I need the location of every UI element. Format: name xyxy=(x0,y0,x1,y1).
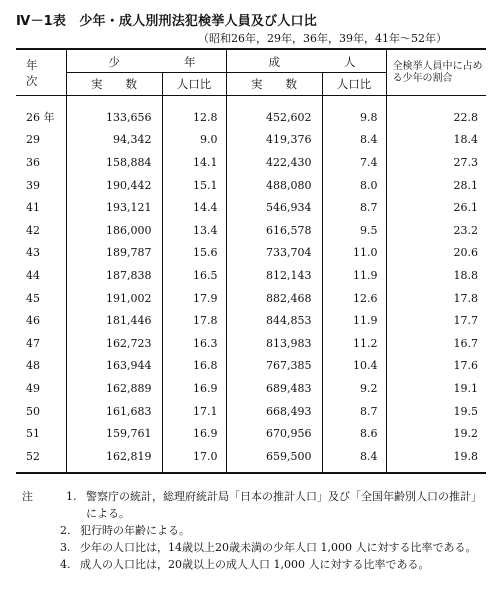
juvenile-count-cell: 162,819 xyxy=(66,445,162,473)
table-row xyxy=(16,219,486,242)
note-item xyxy=(16,539,492,556)
share-cell: 19.2 xyxy=(386,422,486,445)
share-cell: 26.1 xyxy=(386,196,486,219)
juvenile-count-cell: 158,884 xyxy=(66,151,162,174)
juvenile-ratio-cell: 15.6 xyxy=(162,242,226,265)
notes-section xyxy=(16,488,492,573)
year-header: 年次 xyxy=(16,49,66,96)
table-row xyxy=(16,355,486,378)
statistics-table xyxy=(16,48,486,474)
note-number: 3. xyxy=(60,541,71,554)
adult-ratio-cell: 12.6 xyxy=(322,287,386,310)
year-cell: 39 xyxy=(26,178,40,192)
table-row xyxy=(16,151,486,174)
share-cell: 27.3 xyxy=(386,151,486,174)
adult-count-cell: 419,376 xyxy=(226,129,322,152)
note-lead xyxy=(16,539,60,556)
table-row xyxy=(16,129,486,152)
share-cell: 17.6 xyxy=(386,355,486,378)
juvenile-ratio-cell: 9.0 xyxy=(162,129,226,152)
year-cell: 36 xyxy=(26,155,40,169)
juvenile-ratio-cell: 12.8 xyxy=(162,96,226,129)
share-cell: 18.4 xyxy=(386,129,486,152)
table-row xyxy=(16,96,486,129)
table-title: Ⅳ－1表 少年・成人別刑法犯検挙人員及び人口比 xyxy=(16,14,317,29)
adult-ratio-cell: 8.6 xyxy=(322,422,386,445)
adult-ratio-cell: 8.4 xyxy=(322,445,386,473)
share-cell: 17.7 xyxy=(386,309,486,332)
adult-count-cell: 488,080 xyxy=(226,174,322,197)
table-body xyxy=(16,96,486,473)
juvenile-ratio-header: 人口比 xyxy=(162,73,226,96)
adult-count-cell: 733,704 xyxy=(226,242,322,265)
note-lead xyxy=(16,556,60,573)
year-cell: 41 xyxy=(26,201,40,215)
year-cell: 48 xyxy=(26,359,40,373)
note-number: 4. xyxy=(60,558,71,571)
adult-ratio-cell: 11.2 xyxy=(322,332,386,355)
note-lead: 注 xyxy=(22,490,33,503)
adult-count-cell: 546,934 xyxy=(226,196,322,219)
adult-ratio-cell: 8.0 xyxy=(322,174,386,197)
year-cell: 52 xyxy=(16,445,66,473)
table-row xyxy=(16,264,486,287)
year-cell: 44 xyxy=(26,268,40,282)
juvenile-count-cell: 193,121 xyxy=(66,196,162,219)
adult-count-cell: 812,143 xyxy=(226,264,322,287)
adult-ratio-cell: 11.0 xyxy=(322,242,386,265)
adult-count-cell: 670,956 xyxy=(226,422,322,445)
juvenile-ratio-cell: 17.0 xyxy=(162,445,226,473)
juvenile-count-cell: 186,000 xyxy=(66,219,162,242)
year-cell: 42 xyxy=(26,223,40,237)
juvenile-count-cell: 190,442 xyxy=(66,174,162,197)
adult-ratio-cell: 8.4 xyxy=(322,129,386,152)
note-item xyxy=(16,488,492,522)
table-row xyxy=(16,377,486,400)
juvenile-count-cell: 94,342 xyxy=(66,129,162,152)
adult-ratio-cell: 9.8 xyxy=(322,96,386,129)
adult-ratio-cell: 11.9 xyxy=(322,264,386,287)
juvenile-count-cell: 191,002 xyxy=(66,287,162,310)
adult-count-cell: 422,430 xyxy=(226,151,322,174)
adult-count-cell: 689,483 xyxy=(226,377,322,400)
juvenile-ratio-cell: 14.4 xyxy=(162,196,226,219)
juvenile-count-cell: 159,761 xyxy=(66,422,162,445)
juvenile-count-cell: 181,446 xyxy=(66,309,162,332)
share-cell: 16.7 xyxy=(386,332,486,355)
juvenile-ratio-cell: 17.8 xyxy=(162,309,226,332)
adult-count-cell: 882,468 xyxy=(226,287,322,310)
table-row xyxy=(16,242,486,265)
year-cell: 29 xyxy=(26,133,40,147)
adult-ratio-cell: 7.4 xyxy=(322,151,386,174)
juvenile-count-cell: 189,787 xyxy=(66,242,162,265)
share-cell: 22.8 xyxy=(386,96,486,129)
juvenile-ratio-cell: 17.9 xyxy=(162,287,226,310)
table-row xyxy=(16,174,486,197)
year-cell: 47 xyxy=(26,336,40,350)
adult-count-cell: 844,853 xyxy=(226,309,322,332)
year-cell: 45 xyxy=(26,291,40,305)
year-cell: 50 xyxy=(26,404,40,418)
share-cell: 19.8 xyxy=(386,445,486,473)
adult-ratio-cell: 10.4 xyxy=(322,355,386,378)
table-row xyxy=(16,309,486,332)
adult-group-header xyxy=(226,49,386,73)
adult-ratio-cell: 8.7 xyxy=(322,196,386,219)
year-cell: 49 xyxy=(26,381,40,395)
note-text: 成人の人口比は，20歳以上の成人人口 1,000 人に対する比率である。 xyxy=(80,558,430,571)
juvenile-header-char1: 少 xyxy=(108,55,120,69)
juvenile-group-header xyxy=(66,49,226,73)
juvenile-count-cell: 161,683 xyxy=(66,400,162,423)
share-cell: 19.5 xyxy=(386,400,486,423)
table-row xyxy=(16,196,486,219)
juvenile-count-cell: 187,838 xyxy=(66,264,162,287)
juvenile-ratio-cell: 14.1 xyxy=(162,151,226,174)
table-row xyxy=(16,400,486,423)
adult-header-char1: 成 xyxy=(268,55,280,69)
adult-ratio-cell: 9.2 xyxy=(322,377,386,400)
juvenile-count-cell: 162,889 xyxy=(66,377,162,400)
adult-count-cell: 452,602 xyxy=(226,96,322,129)
table-subtitle: （昭和26年，29年，36年，39年，41年～52年） xyxy=(198,32,447,45)
year-cell: 46 xyxy=(26,314,40,328)
adult-count-cell: 767,385 xyxy=(226,355,322,378)
note-text: 少年の人口比は，14歳以上20歳未満の少年人口 1,000 人に対する比率である。 xyxy=(80,541,477,554)
juvenile-ratio-cell: 16.9 xyxy=(162,422,226,445)
juvenile-ratio-cell: 13.4 xyxy=(162,219,226,242)
adult-count-cell: 659,500 xyxy=(226,445,322,473)
share-cell: 17.8 xyxy=(386,287,486,310)
share-header: 全検挙人員中に占める少年の割合 xyxy=(386,49,486,96)
adult-ratio-cell: 8.7 xyxy=(322,400,386,423)
juvenile-count-cell: 133,656 xyxy=(66,96,162,129)
adult-count-cell: 668,493 xyxy=(226,400,322,423)
note-text: 犯行時の年齢による。 xyxy=(80,524,190,537)
adult-ratio-cell: 9.5 xyxy=(322,219,386,242)
juvenile-header-char2: 年 xyxy=(184,55,196,69)
juvenile-ratio-cell: 15.1 xyxy=(162,174,226,197)
juvenile-ratio-cell: 16.8 xyxy=(162,355,226,378)
table-row xyxy=(16,287,486,310)
share-cell: 18.8 xyxy=(386,264,486,287)
adult-count-cell: 813,983 xyxy=(226,332,322,355)
note-text: 警察庁の統計，総理府統計局「日本の推計人口」及び「全国年齢別人口の推計」による。 xyxy=(86,490,482,520)
note-item xyxy=(16,522,492,539)
note-lead xyxy=(16,522,60,539)
adult-count-header: 実 数 xyxy=(226,73,322,96)
table-row xyxy=(16,422,486,445)
note-number: 2. xyxy=(60,524,71,537)
share-cell: 23.2 xyxy=(386,219,486,242)
juvenile-count-header: 実 数 xyxy=(66,73,162,96)
adult-ratio-cell: 11.9 xyxy=(322,309,386,332)
juvenile-ratio-cell: 16.3 xyxy=(162,332,226,355)
juvenile-count-cell: 163,944 xyxy=(66,355,162,378)
table-row xyxy=(16,332,486,355)
juvenile-count-cell: 162,723 xyxy=(66,332,162,355)
year-cell: 43 xyxy=(26,246,40,260)
share-cell: 28.1 xyxy=(386,174,486,197)
year-cell: 26 年 xyxy=(26,111,55,125)
juvenile-ratio-cell: 16.9 xyxy=(162,377,226,400)
juvenile-ratio-cell: 17.1 xyxy=(162,400,226,423)
year-cell: 51 xyxy=(26,427,40,441)
share-cell: 19.1 xyxy=(386,377,486,400)
table-row xyxy=(16,445,486,473)
adult-header-char2: 人 xyxy=(344,55,356,69)
share-cell: 20.6 xyxy=(386,242,486,265)
note-number: 1. xyxy=(66,490,77,503)
note-item xyxy=(16,556,492,573)
adult-count-cell: 616,578 xyxy=(226,219,322,242)
juvenile-ratio-cell: 16.5 xyxy=(162,264,226,287)
adult-ratio-header: 人口比 xyxy=(322,73,386,96)
